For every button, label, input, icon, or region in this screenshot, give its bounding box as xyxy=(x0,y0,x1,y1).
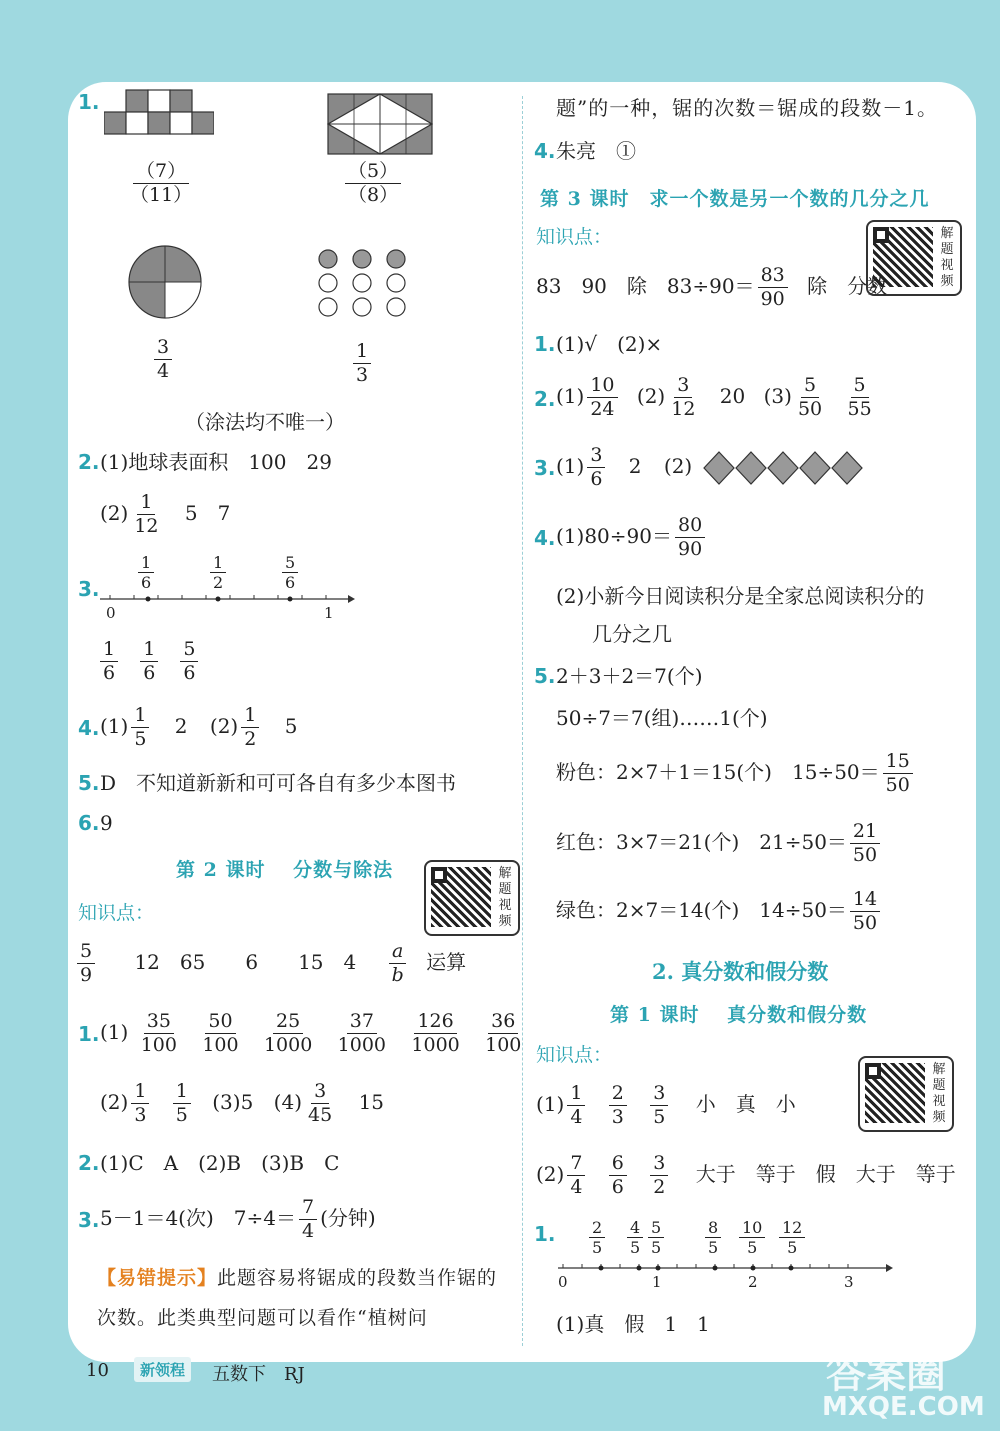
lesson1-knowledge-label: 知识点： xyxy=(536,1044,613,1066)
numerator: 126 xyxy=(414,1010,456,1034)
number-line-1 xyxy=(98,592,356,606)
lesson3-knowledge-line xyxy=(536,264,887,311)
column-divider xyxy=(522,96,523,1346)
tip-continuation: 题”的一种，锯的次数＝锯成的段数－1。 xyxy=(556,96,938,120)
l2q1-part4-label: (4) xyxy=(273,1090,303,1114)
denominator: 55 xyxy=(847,398,872,420)
fig2-fraction xyxy=(342,160,404,207)
q3-label-3 xyxy=(279,553,301,592)
numerator: 6 xyxy=(609,1152,627,1176)
denominator: 3 xyxy=(134,1104,147,1126)
numerator: 35 xyxy=(144,1010,174,1034)
qr-label: 解题视频 xyxy=(498,866,512,929)
denominator: 90 xyxy=(760,288,785,310)
l3q4-line2: (2)小新今日阅读积分是全家总阅读积分的 xyxy=(556,584,925,608)
numerator: 1 xyxy=(241,704,259,728)
l3q2-part2-value: 20 xyxy=(719,384,746,408)
l1q1-label-2 xyxy=(624,1218,646,1257)
r-q4-number: 4. xyxy=(534,139,556,163)
row2-label: (2) xyxy=(536,1162,565,1186)
numerator: 4 xyxy=(627,1218,643,1238)
q4-line xyxy=(100,704,297,751)
denominator: 5 xyxy=(630,1238,641,1257)
denominator: 2 xyxy=(244,728,257,750)
l3q2-part2-label: (2) xyxy=(636,384,666,408)
tick-1: 1 xyxy=(652,1273,662,1291)
numerator: 5 xyxy=(648,1218,664,1238)
q3-answers xyxy=(97,638,201,685)
lesson2-knowledge-end: 运算 xyxy=(426,950,467,974)
zero-tick-label: 0 xyxy=(106,604,116,622)
lesson1-row1 xyxy=(536,1082,796,1129)
l2q3-expression: 5－1＝4(次) 7÷4＝ xyxy=(100,1206,296,1230)
denominator: 6 xyxy=(103,662,116,684)
lesson1-title: 第 1 课时 真分数和假分数 xyxy=(610,1004,868,1026)
l3q4-line3: 几分之几 xyxy=(592,622,672,646)
q2-line1: (1)地球表面积 100 29 xyxy=(100,450,332,474)
l2q3-line xyxy=(100,1196,376,1243)
numerator: a xyxy=(389,940,406,964)
denominator: 5 xyxy=(175,1104,188,1126)
lesson2-title: 第 2 课时 分数与除法 xyxy=(176,859,394,881)
q6-number: 6. xyxy=(78,811,100,835)
lesson3-title: 第 3 课时 求一个数是另一个数的几分之几 xyxy=(540,188,930,210)
denominator: 3 xyxy=(356,364,369,386)
q3-label-1 xyxy=(135,553,157,592)
denominator: 100 xyxy=(202,1034,239,1056)
tick-3: 3 xyxy=(844,1273,854,1291)
q3-number: 3. xyxy=(78,577,100,601)
q6-answer: 9 xyxy=(100,811,113,835)
l1q1-sub-answer: (1)真 假 1 1 xyxy=(556,1312,710,1336)
grid-figure-1 xyxy=(104,89,214,135)
error-tip xyxy=(97,1258,517,1338)
numerator: 80 xyxy=(675,514,705,538)
denominator: 6 xyxy=(143,662,156,684)
denominator: 1000 xyxy=(263,1034,313,1056)
qr-label: 解题视频 xyxy=(940,226,954,289)
numerator: 2 xyxy=(609,1082,627,1106)
numerator: 1 xyxy=(210,553,226,573)
l3q1-answer: (1)√ (2)× xyxy=(556,332,663,356)
numerator: 21 xyxy=(850,820,880,844)
lesson3-knowledge-end: 除 分数 xyxy=(807,274,888,298)
numerator: （7） xyxy=(133,160,189,184)
q1-number: 1. xyxy=(78,90,100,114)
pink-expression: 粉色：2×7＋1＝15(个) 15÷50＝ xyxy=(556,760,880,784)
numerator: 1 xyxy=(131,1080,149,1104)
denominator: 6 xyxy=(285,573,296,592)
q2-number: 2. xyxy=(78,450,100,474)
numerator: 1 xyxy=(567,1082,585,1106)
denominator: 9 xyxy=(80,964,93,986)
q4-number: 4. xyxy=(78,716,100,740)
dots-figure xyxy=(316,248,408,320)
numerator: 50 xyxy=(205,1010,235,1034)
denominator: 4 xyxy=(570,1176,583,1198)
denominator: 1000 xyxy=(337,1034,387,1056)
numerator: 12 xyxy=(779,1218,805,1238)
denominator: 100 xyxy=(485,1034,522,1056)
diamonds-figure xyxy=(703,451,865,485)
denominator: 6 xyxy=(141,573,152,592)
l1q1-number: 1. xyxy=(534,1222,556,1246)
fig3-fraction xyxy=(151,336,175,383)
tick-0: 0 xyxy=(558,1273,568,1291)
row1-answer: 小 真 小 xyxy=(695,1092,796,1116)
numerator: 7 xyxy=(567,1152,585,1176)
l2q1-part3: (3)5 xyxy=(212,1090,254,1114)
numerator: 1 xyxy=(173,1080,191,1104)
row2-answer: 大于 等于 假 大于 等于 xyxy=(695,1162,956,1186)
numerator: 15 xyxy=(883,750,913,774)
l2q3-number: 3. xyxy=(78,1208,100,1232)
l2q3-unit: (分钟) xyxy=(320,1206,376,1230)
fig4-fraction xyxy=(350,340,374,387)
l3q3-number: 3. xyxy=(534,456,556,480)
denominator: 6 xyxy=(183,662,196,684)
diamond-figure xyxy=(327,93,433,155)
denominator: 12 xyxy=(671,398,696,420)
watermark-logo: 答案圈 xyxy=(826,1351,946,1397)
denominator: 24 xyxy=(590,398,615,420)
brand-badge: 新领程 xyxy=(134,1357,191,1382)
numerator: 83 xyxy=(758,264,788,288)
lesson1-qr-code[interactable] xyxy=(858,1056,954,1132)
l3q4-expression: (1)80÷90＝ xyxy=(556,524,672,548)
lesson2-qr-code[interactable] xyxy=(424,860,520,936)
denominator: 4 xyxy=(157,360,170,382)
denominator: 5 xyxy=(747,1238,758,1257)
l3q2-part1-label: (1) xyxy=(556,384,585,408)
page-number: 10 xyxy=(86,1360,109,1381)
book-info: 五数下 RJ xyxy=(212,1364,305,1385)
l2q2-number: 2. xyxy=(78,1151,100,1175)
denominator: 50 xyxy=(852,912,878,934)
q2-part2-answer: 5 7 xyxy=(184,501,231,525)
q1-note: （涂法均不唯一） xyxy=(185,410,345,434)
numerator: 7 xyxy=(299,1196,317,1220)
numerator: 36 xyxy=(488,1010,518,1034)
numerator: 25 xyxy=(273,1010,303,1034)
denominator: 5 xyxy=(651,1238,662,1257)
l3q5-red xyxy=(556,820,883,867)
lesson1-row2 xyxy=(536,1152,956,1199)
numerator: 3 xyxy=(650,1082,668,1106)
numerator: 1 xyxy=(138,553,154,573)
l2q1-part2-label: (2) xyxy=(100,1090,129,1114)
denominator: （11） xyxy=(130,184,193,206)
error-tip-text: 此题容易将锯成的段数当作锯的次数。此类典型问题可以看作“植树问 xyxy=(97,1267,498,1329)
l1q1-label-1 xyxy=(586,1218,608,1257)
denominator: （8） xyxy=(348,184,399,206)
q5-answer: D 不知道新新和可可各自有多少本图书 xyxy=(100,771,457,795)
l1q1-label-5 xyxy=(736,1218,768,1257)
denominator: 50 xyxy=(852,844,878,866)
l3q5-line1: 2＋3＋2＝7(个) xyxy=(556,664,703,688)
red-expression: 红色：3×7＝21(个) 21÷50＝ xyxy=(556,830,847,854)
denominator: 5 xyxy=(592,1238,603,1257)
l3q3-part2-label: (2) xyxy=(663,454,693,478)
numerator: 5 xyxy=(77,940,95,964)
q4-part2-label: (2) xyxy=(209,714,239,738)
numerator: 5 xyxy=(801,374,819,398)
l3q5-number: 5. xyxy=(534,664,556,688)
q2-part2-label: (2) xyxy=(100,501,129,525)
error-tip-tag: 【易错提示】 xyxy=(97,1267,218,1289)
lesson2-knowledge-line xyxy=(74,940,466,987)
denominator: 100 xyxy=(140,1034,177,1056)
numerator: 3 xyxy=(311,1080,329,1104)
l2q1-part1-label: (1) xyxy=(100,1020,129,1044)
l3q4-line1 xyxy=(556,514,708,561)
lesson2-knowledge-values: 12 65 6 15 4 xyxy=(134,950,357,974)
qr-code-icon xyxy=(431,867,491,927)
watermark-url: MXQE.COM xyxy=(822,1392,985,1422)
qr-code-icon xyxy=(865,1063,925,1123)
numerator: 2 xyxy=(589,1218,605,1238)
l3q3-part1-value: 2 xyxy=(628,454,642,478)
denominator: 90 xyxy=(678,538,703,560)
denominator: 2 xyxy=(653,1176,666,1198)
l3q5-pink xyxy=(556,750,916,797)
l2q2-answer: (1)C A (2)B (3)B C xyxy=(100,1151,340,1175)
numerator: 10 xyxy=(739,1218,765,1238)
numerator: 8 xyxy=(705,1218,721,1238)
denominator: 5 xyxy=(708,1238,719,1257)
lesson3-knowledge-text: 83 90 除 83÷90＝ xyxy=(536,274,755,298)
numerator: 37 xyxy=(347,1010,377,1034)
q5-number: 5. xyxy=(78,771,100,795)
numerator: （5） xyxy=(345,160,401,184)
q4-part1-value: 2 xyxy=(174,714,188,738)
denominator: 5 xyxy=(787,1238,798,1257)
numerator: 10 xyxy=(587,374,617,398)
denominator: 12 xyxy=(134,515,159,537)
q3-label-2 xyxy=(207,553,229,592)
lesson3-knowledge-label: 知识点： xyxy=(536,226,613,248)
l3q2-number: 2. xyxy=(534,387,556,411)
l2q1-line1 xyxy=(100,1010,527,1057)
denominator: 4 xyxy=(570,1106,583,1128)
numerator: 1 xyxy=(100,638,118,662)
l3q3-line xyxy=(556,444,692,491)
numerator: 5 xyxy=(282,553,298,573)
denominator: 50 xyxy=(885,774,910,796)
denominator: 2 xyxy=(213,573,224,592)
numerator: 3 xyxy=(674,374,692,398)
denominator: b xyxy=(391,964,404,986)
l2q1-line2 xyxy=(100,1080,384,1127)
q2-line2 xyxy=(100,491,230,538)
l3q1-number: 1. xyxy=(534,332,556,356)
fig1-fraction xyxy=(124,160,198,207)
tick-2: 2 xyxy=(748,1273,758,1291)
numerator: 1 xyxy=(131,704,149,728)
l3q5-line2: 50÷7＝7(组)……1(个) xyxy=(556,706,768,730)
denominator: 6 xyxy=(611,1176,624,1198)
green-expression: 绿色：2×7＝14(个) 14÷50＝ xyxy=(556,898,847,922)
lesson2-knowledge-label: 知识点： xyxy=(78,902,155,924)
l3q5-green xyxy=(556,888,883,935)
denominator: 45 xyxy=(308,1104,333,1126)
l1q1-label-4 xyxy=(702,1218,724,1257)
section-2-title: 2. 真分数和假分数 xyxy=(652,959,829,984)
numerator: 1 xyxy=(353,340,371,364)
numerator: 1 xyxy=(137,491,155,515)
l2q1-number: 1. xyxy=(78,1022,100,1046)
denominator: 3 xyxy=(611,1106,624,1128)
l1q1-label-3 xyxy=(645,1218,667,1257)
denominator: 5 xyxy=(653,1106,666,1128)
one-tick-label: 1 xyxy=(324,604,334,622)
numerator: 3 xyxy=(587,444,605,468)
denominator: 6 xyxy=(590,468,603,490)
circle-figure xyxy=(127,244,203,320)
l3q3-part1-label: (1) xyxy=(556,454,585,478)
numerator: 14 xyxy=(850,888,880,912)
q4-part2-value: 5 xyxy=(284,714,298,738)
denominator: 50 xyxy=(797,398,823,420)
numerator: 5 xyxy=(180,638,198,662)
l1q1-label-6 xyxy=(776,1218,808,1257)
numerator: 5 xyxy=(851,374,869,398)
numerator: 3 xyxy=(650,1152,668,1176)
r-q4-answer: 朱亮 ① xyxy=(556,139,636,163)
l3q2-line xyxy=(556,374,878,421)
numerator: 3 xyxy=(154,336,172,360)
l3q4-number: 4. xyxy=(534,526,556,550)
q4-part1-label: (1) xyxy=(100,714,129,738)
qr-label: 解题视频 xyxy=(932,1062,946,1125)
row1-label: (1) xyxy=(536,1092,565,1116)
denominator: 4 xyxy=(302,1220,315,1242)
numerator: 1 xyxy=(140,638,158,662)
l2q1-part4-value: 15 xyxy=(358,1090,385,1114)
denominator: 5 xyxy=(134,728,147,750)
denominator: 1000 xyxy=(411,1034,460,1056)
l3q2-part3-label: (3) xyxy=(763,384,792,408)
